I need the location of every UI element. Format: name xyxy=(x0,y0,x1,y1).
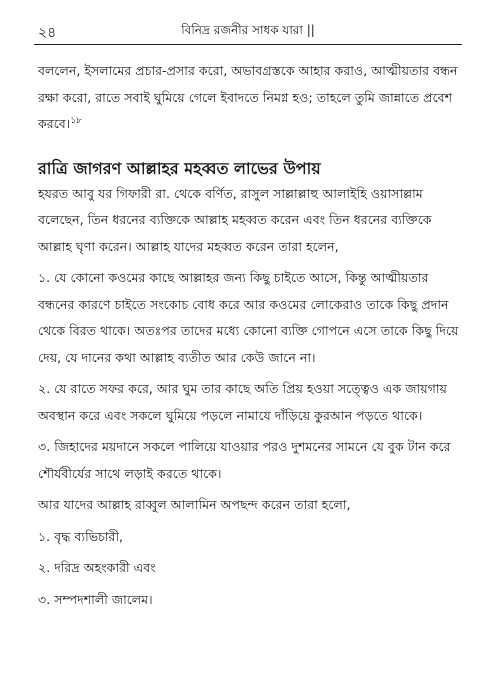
hated-item-1: ১. বৃদ্ধ ব্যভিচারী, xyxy=(38,528,124,544)
running-title: বিনিদ্র রজনীর সাধক যারা || xyxy=(181,23,315,37)
hated-item-2: ২. দরিদ্র অহংকারী এবং xyxy=(38,560,156,575)
running-header xyxy=(34,14,462,42)
page-number: ২৪ xyxy=(38,25,57,41)
hadith-lead-paragraph: হযরত আবু যর গিফারী রা. থেকে বর্ণিত, রাসুল সাল্লাল্লাহু আলাইহি ওয়াসাল্লাম বলেছেন, তিন ধরনের ব্যক্তিকে আল্লাহ মহব্বত করেন এবং তিন ধরনের ব্যক্তিকে আল্লাহ ঘৃণা করেন। আল্লাহ যাদের মহব্বত করেন তারা হলেন, xyxy=(38,185,432,254)
page-body xyxy=(38,58,464,613)
hated-item-3: ৩. সম্পদশালী জালেম। xyxy=(38,591,153,607)
intro-text: বললেন, ইসলামের প্রচার-প্রসার করো, অভাবগ্রস্তকে আহার করাও, আত্মীয়তার বন্ধন রক্ষা করো, রাতে সবাই ঘুমিয়ে গেলে ইবাদতে নিমগ্ন হও; তাহলে তুমি জান্নাতে প্রবেশ করবে। xyxy=(38,63,458,131)
loved-item-3: ৩. জিহাদের ময়দানে সকলে পালিয়ে যাওয়ার পরও দুশমনের সামনে যে বুক টান করে শৌর্যবীর্যের সাথে লড়াই করতে থাকে। xyxy=(38,439,451,481)
footnote-marker: ১৮ xyxy=(70,115,82,126)
hated-intro: আর যাদের আল্লাহ রাব্বুল আলামিন অপছন্দ করেন তারা হলো, xyxy=(38,497,351,512)
intro-paragraph xyxy=(38,58,464,138)
header-divider xyxy=(34,44,462,45)
loved-item-2: ২. যে রাতে সফর করে, আর ঘুম তার কাছে অতি প্রিয় হওয়া সত্ত্বেও এক জায়গায় অবস্থান করে এবং সকলে ঘুমিয়ে পড়লে নামাযে দাঁড়িয়ে কুরআন পড়তে থাকে। xyxy=(38,381,447,423)
section-heading: রাত্রি জাগরণ আল্লাহর মহব্বত লাভের উপায় xyxy=(38,158,321,178)
loved-item-1: ১. যে কোনো কওমের কাছে আল্লাহর জন্য কিছু চাইতে আসে, কিন্তু আত্মীয়তার বন্ধনের কারণে চাইতে সংকোচ বোধ করে আর কওমের লোকেরাও তাকে কিছু প্রদান থেকে বিরত থাকে। অতঃপর তাদের মধ্যে কোনো ব্যক্তি গোপনে এসে তাকে কিছু দিয়ে দেয়, যে দানের কথা আল্লাহ ব্যতীত আর কেউ জানে না। xyxy=(38,270,459,365)
